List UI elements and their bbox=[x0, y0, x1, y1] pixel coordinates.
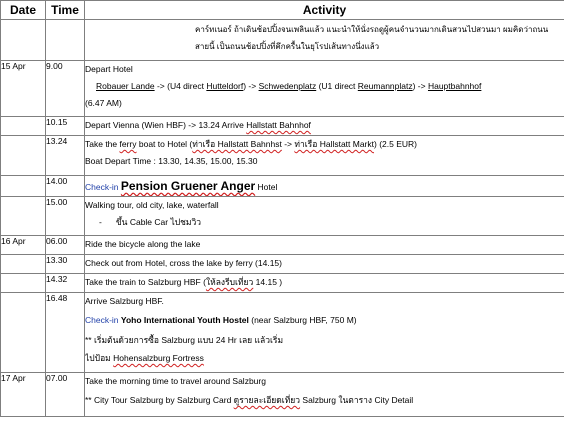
route-stop: Hutteldorf bbox=[206, 81, 244, 91]
time-cell: 06.00 bbox=[46, 236, 85, 255]
intro-line: คาร์ทเนอร์ ถ้าเดินช้อปปิ้งจนเพลินแล้ว แนะนำให้นั่งรถดูผู้คนจำนวนมากเดินสวนไปสวนมา ผมคิดว่าถนน bbox=[195, 25, 549, 34]
route-stop: Hauptbahnhof bbox=[427, 81, 482, 91]
time-cell: 14.32 bbox=[46, 274, 85, 293]
date-cell bbox=[1, 197, 46, 236]
activity-line: Take the morning time to travel around Salzburg bbox=[85, 376, 266, 386]
date-cell bbox=[1, 274, 46, 293]
activity-line bbox=[85, 117, 564, 134]
time-cell: 9.00 bbox=[46, 61, 85, 117]
activity-line bbox=[85, 390, 564, 410]
date-cell bbox=[1, 293, 46, 373]
intro-line: สายนี้ เป็นถนนช้อปปิ้งที่คึกครื้นในยุโรปเส้นทางนึ่งแล้ว bbox=[195, 42, 380, 51]
date-cell: 15 Apr bbox=[1, 61, 46, 117]
activity-text: ให้ลงรีบเที่ยว bbox=[205, 277, 254, 287]
route-stop: Schwedenplatz bbox=[258, 81, 317, 91]
table-row bbox=[1, 274, 564, 293]
time-cell: 15.00 bbox=[46, 197, 85, 236]
route-stop: Reumannplatz bbox=[357, 81, 413, 91]
table-row bbox=[1, 176, 564, 197]
activity-text: 14.15 ) bbox=[253, 277, 283, 287]
activity-cell bbox=[85, 20, 564, 61]
activity-line: Walking tour, old city, lake, waterfall bbox=[85, 200, 219, 210]
activity-subline bbox=[85, 214, 564, 231]
table-row bbox=[1, 117, 564, 136]
activity-line bbox=[85, 136, 564, 153]
activity-cell bbox=[85, 293, 564, 373]
activity-line bbox=[85, 310, 564, 330]
activity-cell bbox=[85, 197, 564, 236]
activity-text: ขึ้น Cable Car ไปชมวิว bbox=[115, 217, 202, 227]
pier-name: ท่าเรือ Hallstatt Markt bbox=[294, 139, 375, 149]
pier-name: ท่าเรือ Hallstatt Bahnhst bbox=[192, 139, 282, 149]
activity-line: Ride the bicycle along the lake bbox=[85, 239, 201, 249]
table-row bbox=[1, 197, 564, 236]
table-row bbox=[1, 136, 564, 176]
time-cell: 10.15 bbox=[46, 117, 85, 136]
route-line bbox=[85, 78, 564, 95]
route-text: (U1 direct bbox=[316, 81, 358, 91]
route-text: ) -> bbox=[412, 81, 428, 91]
time-cell: 14.00 bbox=[46, 176, 85, 197]
activity-line: Depart Hotel bbox=[85, 64, 133, 74]
boat-times: Boat Depart Time : 13.30, 14.35, 15.00, 15.30 bbox=[85, 156, 258, 166]
hotel-name: Pension Gruener Anger bbox=[120, 179, 256, 193]
time-cell bbox=[46, 20, 85, 61]
activity-cell bbox=[85, 136, 564, 176]
fortress-name: Hohensalzburg Fortress bbox=[113, 353, 204, 363]
activity-text: (near Salzburg HBF, 750 M) bbox=[248, 315, 357, 325]
activity-cell bbox=[85, 236, 564, 255]
table-row bbox=[1, 20, 564, 61]
activity-text: -> bbox=[281, 139, 295, 149]
activity-text: Take the bbox=[85, 139, 120, 149]
activity-header: Activity bbox=[85, 1, 564, 20]
checkin-label: Check-in bbox=[85, 315, 121, 325]
dash-bullet: - bbox=[99, 217, 102, 227]
activity-text: ) (2.5 EUR) bbox=[374, 139, 417, 149]
activity-line: (6.47 AM) bbox=[85, 98, 122, 108]
checkin-label: Check-in bbox=[85, 182, 121, 192]
activity-text: ดูรายละเอียดเที่ยว bbox=[233, 395, 301, 405]
time-cell: 13.30 bbox=[46, 255, 85, 274]
time-cell: 16.48 bbox=[46, 293, 85, 373]
activity-cell bbox=[85, 255, 564, 274]
time-header: Time bbox=[46, 1, 85, 20]
activity-line bbox=[85, 176, 564, 196]
activity-cell bbox=[85, 176, 564, 197]
date-cell bbox=[1, 176, 46, 197]
route-stop: Robauer Lande bbox=[96, 81, 155, 91]
date-header: Date bbox=[1, 1, 46, 20]
activity-text: boat to Hotel ( bbox=[136, 139, 193, 149]
table-row bbox=[1, 236, 564, 255]
activity-line bbox=[85, 274, 564, 291]
date-cell bbox=[1, 117, 46, 136]
activity-text: ไปป้อม bbox=[85, 353, 114, 363]
activity-line: ** เริ่มต้นด้วยการซื้อ Salzburg แบบ 24 Hr เลย แล้วเริ่ม bbox=[85, 335, 284, 345]
activity-text: ** City Tour Salzburg by Salzburg Card bbox=[85, 395, 234, 405]
activity-text: ferry bbox=[119, 139, 137, 149]
hostel-name: Yoho International Youth Hostel bbox=[120, 315, 249, 325]
activity-line bbox=[85, 350, 564, 367]
route-text: -> (U4 direct bbox=[154, 81, 207, 91]
time-cell: 13.24 bbox=[46, 136, 85, 176]
date-cell: 17 Apr bbox=[1, 373, 46, 417]
time-cell: 07.00 bbox=[46, 373, 85, 417]
station-name: Hallstatt Bahnhof bbox=[246, 120, 311, 130]
activity-cell bbox=[85, 117, 564, 136]
activity-line: Arrive Salzburg HBF. bbox=[85, 296, 164, 306]
activity-text: Hotel bbox=[255, 182, 278, 192]
date-cell: 16 Apr bbox=[1, 236, 46, 255]
activity-text: Depart Vienna (Wien HBF) -> 13.24 Arrive bbox=[85, 120, 247, 130]
activity-cell bbox=[85, 373, 564, 417]
date-cell bbox=[1, 136, 46, 176]
date-cell bbox=[1, 20, 46, 61]
table-row bbox=[1, 61, 564, 117]
table-row bbox=[1, 255, 564, 274]
activity-text: Take the train to Salzburg HBF ( bbox=[85, 277, 206, 287]
table-row bbox=[1, 373, 564, 417]
activity-text: Salzburg ในตาราง City Detail bbox=[300, 395, 414, 405]
activity-cell bbox=[85, 61, 564, 117]
header-row bbox=[1, 1, 564, 20]
table-row bbox=[1, 293, 564, 373]
activity-cell bbox=[85, 274, 564, 293]
activity-line: Check out from Hotel, cross the lake by ferry (14.15) bbox=[85, 258, 282, 268]
route-text: ) -> bbox=[243, 81, 259, 91]
date-cell bbox=[1, 255, 46, 274]
